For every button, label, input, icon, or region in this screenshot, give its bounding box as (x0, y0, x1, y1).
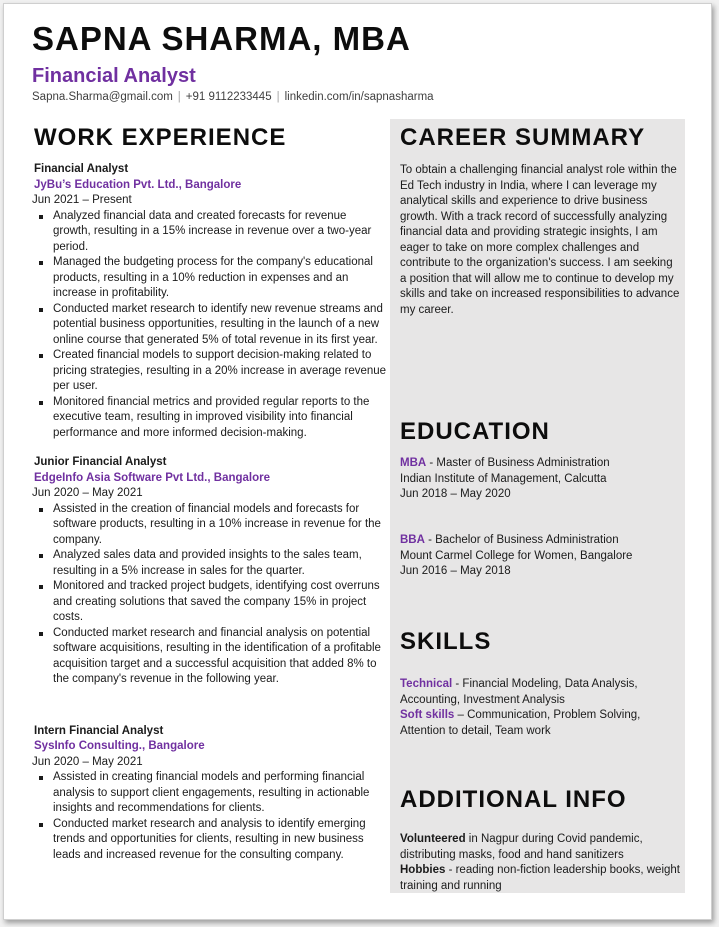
job-title: Financial Analyst (34, 163, 129, 175)
education-heading: EDUCATION (400, 418, 550, 445)
job-bullet: Created financial models to support decision-making related to pricing strategies, resulting in a 20% increase in average revenue per user. (53, 348, 387, 395)
career-summary-text: To obtain a challenging financial analyst role within the Ed Tech industry in India, where I can leverage my analytical skills and experience to drive business growth. With a track record of successfully analyzing financial data and providing strategic insights, I am eager to take on more complex challenges and contribute to the organization's success. I am seeking a position that will allow me to continue to develop my skills and take on increased responsibilities to advance my career. (400, 164, 680, 316)
job-dates: Jun 2021 – Present (32, 194, 132, 206)
skills-text (400, 677, 682, 739)
job-company: JyBu’s Education Pvt. Ltd., Bangalore (34, 178, 242, 191)
job-company: EdgeInfo Asia Software Pvt Ltd., Bangalore (34, 471, 270, 484)
volunteered-text: in Nagpur during Covid pandemic, distributing masks, food and hand sanitizers (400, 833, 643, 861)
job-bullet: Monitored financial metrics and provided regular reports to the executive team, resulting in improved visibility into financial performance and more informed decision-making. (53, 395, 387, 442)
hobbies-text: - reading non-fiction leadership books, weight training and running (400, 864, 680, 892)
additional-info-heading: ADDITIONAL INFO (400, 786, 627, 813)
hobbies-label: Hobbies (400, 864, 446, 876)
job-bullet: Assisted in the creation of financial models and forecasts for software products, resulting in a 10% increase in revenue for the company. (53, 502, 387, 549)
job-bullet: Analyzed sales data and provided insights to the sales team, resulting in a 5% increase in sales for the quarter. (53, 548, 387, 579)
technical-skills-list: - Financial Modeling, Data Analysis, Accounting, Investment Analysis (400, 678, 638, 706)
job-company: SysInfo Consulting., Bangalore (34, 740, 205, 752)
job-bullets (32, 502, 387, 688)
career-summary-heading: CAREER SUMMARY (400, 124, 646, 151)
job-dates: Jun 2020 – May 2021 (32, 487, 143, 499)
job-dates: Jun 2020 – May 2021 (32, 755, 143, 768)
work-experience-heading: WORK EXPERIENCE (34, 124, 287, 151)
phone-text: +91 9112233445 (185, 91, 272, 103)
job-bullets (32, 209, 387, 442)
technical-skills-label: Technical (400, 678, 453, 690)
education-item (400, 533, 682, 580)
education-dates: Jun 2016 – May 2018 (400, 565, 511, 577)
job-bullet: Analyzed financial data and created forecasts for revenue growth, resulting in a 15% increase in revenue over a two-year period. (53, 209, 387, 256)
degree-abbrev: MBA (400, 457, 427, 469)
job-entry (32, 724, 387, 864)
email-text: Sapna.Sharma@gmail.com (32, 91, 173, 103)
candidate-title: Financial Analyst (32, 65, 196, 87)
job-bullet: Conducted market research and analysis to identify emerging trends and opportunities for clients, resulting in new business leads and increased revenue for the consulting company. (53, 817, 387, 864)
job-bullet: Managed the budgeting process for the company's educational products, resulting in a 10% reduction in expenses and an increase in profitability. (53, 255, 387, 302)
linkedin-text: linkedin.com/in/sapnasharma (284, 91, 434, 103)
job-bullet: Conducted market research to identify new revenue streams and potential business opportunities, resulting in the launch of a new online course that generated 5% of total revenue in its first year. (53, 302, 387, 349)
job-bullets (32, 770, 387, 863)
job-bullet: Monitored and tracked project budgets, identifying cost overruns and creating solutions that saved the company 15% in project costs. (53, 579, 387, 626)
divider: | (276, 91, 280, 103)
work-experience-section (32, 119, 387, 863)
school-name: Mount Carmel College for Women, Bangalore (400, 549, 633, 562)
soft-skills-list: – Communication, Problem Solving, Attention to detail, Team work (400, 709, 641, 737)
job-title: Intern Financial Analyst (34, 724, 164, 737)
contact-line (32, 91, 434, 103)
degree-full: - Bachelor of Business Administration (424, 534, 619, 546)
divider: | (177, 91, 181, 103)
soft-skills-label: Soft skills (400, 709, 455, 721)
job-entry (32, 162, 387, 441)
job-title: Junior Financial Analyst (34, 456, 167, 468)
resume-page (3, 3, 712, 920)
job-bullet: Conducted market research and financial analysis on potential software acquisitions, resulting in the identification of a profitable acquisition target and a successful acquisition that added 8% to the company's revenue in the following year. (53, 626, 387, 688)
degree-full: - Master of Business Administration (426, 457, 610, 469)
candidate-name: SAPNA SHARMA, MBA (32, 20, 411, 57)
additional-info-text (400, 832, 682, 894)
job-entry (32, 455, 387, 688)
volunteered-label: Volunteered (400, 833, 466, 845)
school-name: Indian Institute of Management, Calcutta (400, 472, 607, 485)
sidebar-panel (390, 119, 685, 893)
education-dates: Jun 2018 – May 2020 (400, 488, 511, 500)
job-bullet: Assisted in creating financial models and performing financial analysis to support client engagements, resulting in actionable insights and recommendations for clients. (53, 770, 387, 817)
education-item (400, 456, 682, 503)
skills-heading: SKILLS (400, 628, 492, 655)
degree-abbrev: BBA (400, 534, 425, 546)
